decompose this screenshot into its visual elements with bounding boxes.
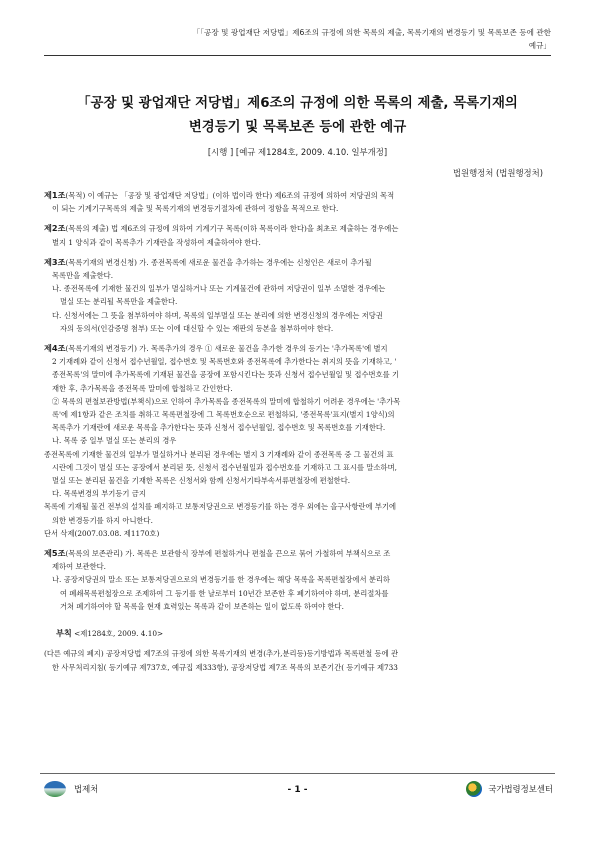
header-divider [44, 55, 551, 56]
document-title [40, 92, 555, 140]
article-4-heading: 제4조 [44, 343, 66, 354]
article-2-text-1: (목록의 제출) 법 제6조의 규정에 의하여 기계기구 목록(이하 목록이라 한다)을 최초로 제출하는 경우에는 [65, 224, 399, 234]
article-5-text-4: 여 폐쇄목록편철장으로 조제하여 그 등기를 한 날로부터 10년간 보존한 후 폐기하여야 하며, 분리절차를 [60, 588, 389, 598]
article-4-text-7: 목록추가 기재란에 새로운 목록을 추가한다는 뜻과 신청서 접수년월일, 접수번호 및 목록번호를 기재한다. [52, 423, 386, 433]
article-3-text-1: (목록기재의 변경신청) 가. 종전목록에 새로운 물건을 추가하는 경우에는 신청인은 새로이 추가될 [65, 257, 372, 267]
article-3-text-4: 멸실 또는 분리될 목록만을 제출한다. [60, 297, 178, 307]
article-2-text-2: 별지 1 양식과 같이 목록추가 기재란을 작성하여 제출하여야 한다. [52, 237, 261, 247]
article-1 [44, 189, 549, 215]
running-header [44, 26, 551, 52]
article-5-heading: 제5조 [44, 548, 66, 559]
article-4-text-11: 멸실 또는 분리된 물건을 기재한 목록은 신청서와 함께 신청서기타부속서류편철장에 편철한다. [52, 476, 351, 486]
article-4-text-1: (목록기재의 변경등기) 가. 목록추가의 경우 ① 새로운 물건을 추가한 경우의 등기는 '추가목록'에 별지 [65, 344, 388, 354]
supplementary-text-2: 한 사무처리지침( 등기예규 제737호, 예규집 제333항), 공장저당법 제7조 목록의 보존기간( 등기예규 제733 [52, 662, 398, 672]
page-number: - 1 - [287, 785, 308, 795]
article-4-text-13: 목록에 기재될 물건 전부의 설치를 폐지하고 보통저당권으로 변경등기를 하는 경우 외에는 을구사항란에 부기에 [44, 502, 397, 512]
supplementary-text-1: (다른 예규의 폐지) 공장저당법 제7조의 규정에 의한 목록기재의 변경(추가,분리등)등기방법과 목록편철 등에 관 [44, 649, 399, 659]
title-line-1: 「공장 및 광업재단 저당법」제6조의 규정에 의한 목록의 제출, 목록기재의 [77, 96, 518, 111]
footer-divider [40, 773, 555, 774]
article-4-text-2: 2 기재례와 같이 신청서 접수년월일, 접수번호 및 목록번호와 종전목록에 추가한다는 취지의 뜻을 기재하고, ' [52, 357, 397, 367]
article-4-text-14: 의한 변경등기를 하지 아니한다. [52, 515, 153, 525]
supplementary-note: <제1284호, 2009. 4.10> [74, 629, 164, 639]
article-5-text-1: (목록의 보존관리) 가. 목록은 보관함식 장부에 편철하거나 편철을 끈으로 묶어 가철하여 부책식으로 조 [65, 549, 391, 559]
article-4-text-6: 록'에 제1항과 같은 조치를 취하고 목록편철장에 그 목록번호순으로 편철하되, '종전목록'표지(별지 1양식)의 [52, 410, 395, 420]
article-5-text-5: 거쳐 폐기하여야 할 목록을 현재 효력있는 목록과 같이 보존하는 일이 없도록 하여야 한다. [60, 601, 344, 611]
article-2 [44, 222, 549, 248]
footer-left-label: 법제처 [74, 784, 99, 794]
article-4-text-3: 종전목록'의 말미에 추가목록에 기재된 물건을 공장에 포함시킨다는 뜻과 신청서 접수년월일 및 접수번호를 기 [52, 370, 400, 380]
article-4-text-5: ② 목록의 편철보관방법(부책식)으로 인하여 추가목록을 종전목록의 말미에 합철하기 어려운 경우에는 '추가목 [52, 396, 401, 406]
running-header-line-1: 「「공장 및 광업재단 저당법」제6조의 규정에 의한 목록의 제출, 목록기재의 변경등기 및 목록보존 등에 관한 [192, 28, 551, 37]
supplementary-heading: 부칙 [56, 628, 72, 639]
running-header-line-2: 예규」 [528, 41, 551, 50]
footer-right [466, 781, 553, 797]
article-3-text-5: 다. 신청서에는 그 뜻을 첨부하여야 하며, 목록의 일부멸실 또는 분리에 의한 변경신청의 경우에는 저당권 [52, 310, 383, 320]
article-4-text-4: 재한 후, 추가목록을 종전목록 말미에 합철하고 간인한다. [52, 383, 233, 393]
article-2-heading: 제2조 [44, 223, 66, 234]
article-3-text-2: 목록만을 제출한다. [52, 271, 114, 281]
page-footer [40, 779, 555, 803]
law-center-logo-icon [466, 781, 482, 797]
title-line-2: 변경등기 및 목록보존 등에 관한 예규 [188, 120, 407, 135]
issuing-authority: 법원행정처 (법원행정처) [452, 168, 543, 178]
article-4-text-12: 다. 목록변경의 부기등기 금지 [52, 489, 146, 499]
article-5 [44, 547, 549, 613]
article-3 [44, 256, 549, 335]
article-5-text-2: 제하여 보관한다. [52, 562, 106, 572]
footer-right-label: 국가법령정보센터 [488, 784, 553, 794]
article-4-text-10: 시란에 그것이 멸실 또는 공장에서 분리된 뜻, 신청서 접수년월일과 접수번호를 기재하고 그 표시를 말소하며, [52, 462, 397, 472]
article-3-text-6: 자의 동의서(인감증명 첨부) 또는 이에 대신할 수 있는 재판의 등본을 첨부하여야 한다. [60, 323, 334, 333]
document-body [44, 189, 549, 674]
article-4-text-15: 단서 삭제(2007.03.08. 제1170호) [44, 528, 160, 538]
article-4 [44, 342, 549, 540]
article-1-text-2: 이 되는 기계기구목록의 제출 및 목록기재의 변경등기절차에 관하여 정함을 목적으로 한다. [52, 204, 339, 214]
article-3-heading: 제3조 [44, 256, 66, 267]
enforcement-info: [시행 ] [예규 제1284호, 2009. 4.10. 일부개정] [207, 147, 388, 157]
article-4-text-9: 종전목록에 기재한 물건의 일부가 멸실하거나 분리된 경우에는 별지 3 기재례와 같이 종전목록 중 그 물건의 표 [44, 449, 394, 459]
supplementary-provisions [44, 627, 549, 674]
article-1-heading: 제1조 [44, 190, 66, 200]
article-5-text-3: 나. 공장저당권의 말소 또는 보통저당권으로의 변경등기를 한 경우에는 해당 목록을 목록편철장에서 분리하 [52, 575, 390, 585]
article-3-text-3: 나. 종전목록에 기재한 물건의 일부가 멸실하거나 또는 기계물건에 관하여 저당권이 일부 소멸한 경우에는 [52, 284, 386, 294]
article-4-text-8: 나. 목록 중 일부 멸실 또는 분리의 경우 [52, 436, 177, 446]
article-1-text-1: (목적) 이 예규는 「공장 및 광업재단 저당법」(이하 법이라 한다) 제6조의 규정에 의하여 저당권의 목적 [65, 191, 395, 200]
